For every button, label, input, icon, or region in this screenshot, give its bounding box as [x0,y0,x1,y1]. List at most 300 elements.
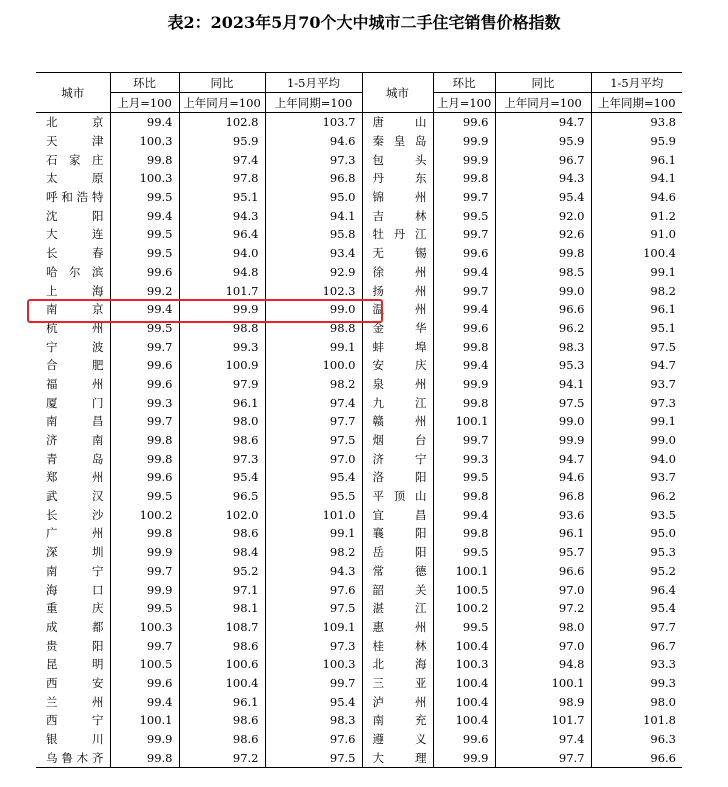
table-row [36,449,682,468]
table-row [36,599,682,618]
mom-cell-right: 99.7 [433,188,495,207]
mom-cell: 100.3 [110,169,179,188]
yoy-header: 同比 [179,73,265,93]
city-cell: 呼和浩特 [46,190,104,205]
avg-cell: 93.4 [265,244,362,263]
city-cell: 银川 [46,732,104,747]
avg-cell-right: 99.0 [591,431,682,450]
avg-cell: 97.3 [265,636,362,655]
table-row [36,263,682,282]
mom-cell: 100.3 [110,132,179,151]
yoy-cell: 94.8 [179,263,265,282]
table-row [36,543,682,562]
table-row [36,730,682,749]
mom-cell: 99.7 [110,562,179,581]
yoy-cell: 98.6 [179,730,265,749]
avg-cell: 95.0 [265,188,362,207]
table-row [36,655,682,674]
yoy-cell-right: 92.0 [495,206,591,225]
city-cell-right: 宜昌 [362,505,433,524]
mom-cell-right: 99.8 [433,393,495,412]
mom-cell-right: 100.2 [433,599,495,618]
avg-cell-right: 96.1 [591,150,682,169]
avg-cell-right: 96.6 [591,748,682,767]
city-cell: 贵阳 [46,638,104,653]
city-cell: 杭州 [46,320,104,335]
city-cell: 海口 [46,582,104,597]
table-row [36,692,682,711]
mom-cell: 99.4 [110,692,179,711]
mom-cell: 99.5 [110,487,179,506]
table-row [36,431,682,450]
avg-cell: 100.0 [265,356,362,375]
city-cell: 郑州 [46,470,104,485]
mom-cell: 99.8 [110,449,179,468]
city-cell-right: 秦皇岛 [362,132,433,151]
yoy-cell: 94.0 [179,244,265,263]
yoy-cell: 100.6 [179,655,265,674]
avg-cell-right: 91.0 [591,225,682,244]
city-cell: 成都 [46,619,104,634]
city-cell-right: 济宁 [362,449,433,468]
yoy-cell: 98.6 [179,636,265,655]
city-cell: 南昌 [46,414,104,429]
table-row [36,206,682,225]
city-cell: 重庆 [46,601,104,616]
city-cell-right: 烟台 [362,431,433,450]
yoy-cell: 97.2 [179,748,265,767]
avg-cell: 97.6 [265,580,362,599]
avg-cell: 95.5 [265,487,362,506]
yoy-cell-right: 98.0 [495,618,591,637]
avg-cell: 94.6 [265,132,362,151]
avg-cell: 97.0 [265,449,362,468]
yoy-cell: 98.6 [179,524,265,543]
avg-cell: 99.1 [265,524,362,543]
city-header: 城市 [36,73,110,113]
mom-cell-right: 99.8 [433,524,495,543]
avg-cell-right: 95.0 [591,524,682,543]
table-row [36,244,682,263]
city-cell: 广州 [46,526,104,541]
avg-cell-right: 94.1 [591,169,682,188]
mom-cell: 99.5 [110,225,179,244]
table-title: 表2：2023年5月70个大中城市二手住宅销售价格指数 [167,13,561,32]
avg-cell: 98.3 [265,711,362,730]
city-cell-right: 包头 [362,150,433,169]
mom-cell-right: 99.7 [433,225,495,244]
mom-cell-right: 99.8 [433,169,495,188]
mom-cell-right: 100.1 [433,412,495,431]
mom-cell: 99.4 [110,113,179,132]
city-cell-right: 泉州 [362,375,433,394]
yoy-cell: 98.0 [179,412,265,431]
avg-cell-right: 93.7 [591,468,682,487]
mom-cell-right: 99.9 [433,150,495,169]
mom-cell-right: 99.7 [433,431,495,450]
city-cell: 福州 [46,376,104,391]
yoy-cell-right: 96.7 [495,150,591,169]
city-cell-right: 韶关 [362,580,433,599]
yoy-cell-right: 97.0 [495,580,591,599]
mom-base-header-right: 上月=100 [433,93,495,113]
avg-header: 1-5月平均 [265,73,362,93]
city-cell: 长沙 [46,507,104,522]
avg-cell-right: 96.2 [591,487,682,506]
city-cell-right: 惠州 [362,618,433,637]
header-row-1 [36,73,682,93]
mom-cell: 99.9 [110,730,179,749]
yoy-cell: 108.7 [179,618,265,637]
yoy-cell: 98.8 [179,319,265,338]
city-cell-right: 牡丹江 [362,225,433,244]
avg-cell-right: 93.5 [591,505,682,524]
mom-cell: 99.5 [110,319,179,338]
city-cell: 上海 [46,283,104,298]
yoy-cell-right: 100.1 [495,674,591,693]
avg-cell: 97.5 [265,599,362,618]
avg-cell: 95.4 [265,468,362,487]
mom-cell-right: 99.5 [433,618,495,637]
yoy-cell-right: 97.0 [495,636,591,655]
yoy-header-right: 同比 [495,73,591,93]
mom-cell: 100.5 [110,655,179,674]
mom-cell: 99.2 [110,281,179,300]
table-row [36,393,682,412]
avg-cell-right: 97.5 [591,337,682,356]
mom-cell-right: 99.6 [433,730,495,749]
avg-cell: 94.1 [265,206,362,225]
city-cell: 石家庄 [46,152,104,167]
mom-cell-right: 99.6 [433,113,495,132]
city-cell: 兰州 [46,694,104,709]
table-row [36,412,682,431]
avg-cell: 103.7 [265,113,362,132]
city-cell-right: 岳阳 [362,543,433,562]
yoy-cell: 97.9 [179,375,265,394]
city-cell: 青岛 [46,451,104,466]
table-row [36,711,682,730]
mom-cell-right: 99.5 [433,543,495,562]
yoy-cell: 96.5 [179,487,265,506]
mom-cell: 99.8 [110,150,179,169]
avg-cell: 100.3 [265,655,362,674]
mom-cell-right: 100.4 [433,692,495,711]
mom-cell: 99.9 [110,580,179,599]
table-row [36,319,682,338]
table-row [36,748,682,767]
yoy-cell-right: 98.9 [495,692,591,711]
city-cell-right: 蚌埠 [362,337,433,356]
mom-cell-right: 99.5 [433,468,495,487]
yoy-cell-right: 99.0 [495,412,591,431]
avg-cell: 102.3 [265,281,362,300]
avg-cell-right: 95.2 [591,562,682,581]
avg-cell-right: 95.3 [591,543,682,562]
yoy-base-header: 上年同月=100 [179,93,265,113]
city-cell-right: 丹东 [362,169,433,188]
city-cell-right: 洛阳 [362,468,433,487]
yoy-cell-right: 95.3 [495,356,591,375]
city-cell-right: 吉林 [362,206,433,225]
yoy-cell-right: 96.6 [495,300,591,319]
yoy-cell-right: 94.8 [495,655,591,674]
yoy-cell: 98.6 [179,711,265,730]
avg-cell: 99.1 [265,337,362,356]
mom-cell-right: 99.9 [433,132,495,151]
avg-cell: 92.9 [265,263,362,282]
mom-cell: 99.5 [110,244,179,263]
avg-cell-right: 93.8 [591,113,682,132]
city-cell-right: 常德 [362,562,433,581]
avg-cell: 95.8 [265,225,362,244]
city-cell-right: 九江 [362,393,433,412]
mom-cell: 99.7 [110,412,179,431]
avg-cell: 97.5 [265,431,362,450]
yoy-cell-right: 99.0 [495,281,591,300]
avg-cell-right: 100.4 [591,244,682,263]
yoy-base-header-right: 上年同月=100 [495,93,591,113]
avg-cell: 94.3 [265,562,362,581]
mom-header-right: 环比 [433,73,495,93]
avg-cell: 97.6 [265,730,362,749]
yoy-cell-right: 97.5 [495,393,591,412]
mom-cell-right: 99.8 [433,337,495,356]
city-cell-right: 锦州 [362,188,433,207]
mom-cell-right: 99.6 [433,319,495,338]
mom-cell: 99.6 [110,356,179,375]
mom-cell: 99.9 [110,543,179,562]
table-row [36,150,682,169]
table-row [36,562,682,581]
mom-cell: 100.2 [110,505,179,524]
yoy-cell-right: 94.6 [495,468,591,487]
yoy-cell: 95.4 [179,468,265,487]
avg-cell: 101.0 [265,505,362,524]
yoy-cell-right: 97.7 [495,748,591,767]
table-row [36,281,682,300]
city-cell-right: 泸州 [362,692,433,711]
table-row [36,356,682,375]
city-cell-right: 温州 [362,300,433,319]
avg-cell-right: 95.4 [591,599,682,618]
table-row [36,636,682,655]
mom-cell: 99.7 [110,337,179,356]
avg-cell-right: 99.1 [591,412,682,431]
yoy-cell: 94.3 [179,206,265,225]
avg-cell-right: 91.2 [591,206,682,225]
mom-cell: 99.5 [110,599,179,618]
avg-cell-right: 99.3 [591,674,682,693]
mom-cell-right: 100.4 [433,636,495,655]
avg-cell-right: 94.0 [591,449,682,468]
city-cell: 乌鲁木齐 [36,748,110,767]
yoy-cell: 96.1 [179,393,265,412]
yoy-cell-right: 96.1 [495,524,591,543]
mom-cell: 99.3 [110,393,179,412]
avg-cell: 96.8 [265,169,362,188]
table-row [36,524,682,543]
avg-cell: 97.3 [265,150,362,169]
mom-cell-right: 100.4 [433,674,495,693]
city-cell-right: 安庆 [362,356,433,375]
city-cell-right: 襄阳 [362,524,433,543]
yoy-cell: 98.4 [179,543,265,562]
mom-cell-right: 99.4 [433,505,495,524]
header-row-2 [36,93,682,113]
city-cell-right: 金华 [362,319,433,338]
mom-cell: 100.1 [110,711,179,730]
city-cell-right: 扬州 [362,281,433,300]
yoy-cell: 98.1 [179,599,265,618]
yoy-cell-right: 96.8 [495,487,591,506]
yoy-cell-right: 96.2 [495,319,591,338]
table-row [36,505,682,524]
yoy-cell: 99.9 [179,300,265,319]
avg-cell: 95.4 [265,692,362,711]
yoy-cell: 102.8 [179,113,265,132]
yoy-cell-right: 92.6 [495,225,591,244]
city-cell-right: 唐山 [362,113,433,132]
mom-cell-right: 99.4 [433,300,495,319]
city-cell: 天津 [46,134,104,149]
city-cell-right: 遵义 [362,730,433,749]
avg-cell: 97.5 [265,748,362,767]
table-row [36,225,682,244]
city-cell-right: 桂林 [362,636,433,655]
city-cell: 合肥 [46,358,104,373]
yoy-cell: 101.7 [179,281,265,300]
yoy-cell: 95.9 [179,132,265,151]
yoy-cell: 97.1 [179,580,265,599]
avg-header-right: 1-5月平均 [591,73,682,93]
table-row [36,487,682,506]
mom-cell-right: 99.8 [433,487,495,506]
city-cell: 济南 [46,433,104,448]
yoy-cell: 100.9 [179,356,265,375]
yoy-cell-right: 98.5 [495,263,591,282]
mom-cell-right: 99.3 [433,449,495,468]
avg-cell-right: 93.3 [591,655,682,674]
city-cell: 西安 [46,675,104,690]
yoy-cell-right: 94.7 [495,449,591,468]
yoy-cell: 96.4 [179,225,265,244]
avg-cell: 98.2 [265,543,362,562]
city-header-right: 城市 [362,73,433,113]
avg-cell-right: 97.3 [591,393,682,412]
avg-cell-right: 99.1 [591,263,682,282]
city-cell-right: 无锡 [362,244,433,263]
table-row [36,468,682,487]
avg-cell-right: 95.9 [591,132,682,151]
yoy-cell: 98.6 [179,431,265,450]
city-cell-right: 徐州 [362,263,433,282]
yoy-cell-right: 95.7 [495,543,591,562]
mom-cell: 99.5 [110,188,179,207]
avg-cell-right: 97.7 [591,618,682,637]
city-cell: 沈阳 [46,208,104,223]
mom-base-header: 上月=100 [110,93,179,113]
mom-cell-right: 99.4 [433,356,495,375]
yoy-cell: 95.1 [179,188,265,207]
mom-cell: 99.6 [110,375,179,394]
city-cell: 长春 [46,246,104,261]
mom-cell: 99.8 [110,524,179,543]
avg-cell-right: 96.1 [591,300,682,319]
city-cell: 大连 [46,227,104,242]
city-cell: 西宁 [46,713,104,728]
avg-cell-right: 96.7 [591,636,682,655]
table-row [36,375,682,394]
avg-cell-right: 93.7 [591,375,682,394]
city-cell-right: 赣州 [362,412,433,431]
yoy-cell: 99.3 [179,337,265,356]
avg-cell-right: 96.3 [591,730,682,749]
yoy-cell-right: 98.3 [495,337,591,356]
avg-cell: 98.8 [265,319,362,338]
city-cell: 南宁 [46,563,104,578]
yoy-cell: 97.8 [179,169,265,188]
avg-cell-right: 94.6 [591,188,682,207]
yoy-cell: 95.2 [179,562,265,581]
city-cell: 昆明 [46,657,104,672]
city-cell: 深圳 [46,545,104,560]
mom-header: 环比 [110,73,179,93]
avg-cell: 98.2 [265,375,362,394]
yoy-cell-right: 101.7 [495,711,591,730]
mom-cell: 99.8 [110,748,179,767]
mom-cell: 99.6 [110,468,179,487]
city-cell: 武汉 [46,489,104,504]
mom-cell-right: 100.5 [433,580,495,599]
mom-cell: 99.8 [110,431,179,450]
yoy-cell-right: 94.7 [495,113,591,132]
yoy-cell-right: 95.4 [495,188,591,207]
avg-cell-right: 98.2 [591,281,682,300]
avg-base-header: 上年同期=100 [265,93,362,113]
yoy-cell-right: 94.3 [495,169,591,188]
avg-cell-right: 101.8 [591,711,682,730]
avg-cell-right: 98.0 [591,692,682,711]
yoy-cell: 96.1 [179,692,265,711]
avg-base-header-right: 上年同期=100 [591,93,682,113]
city-cell: 哈尔滨 [46,264,104,279]
table-row [36,580,682,599]
city-cell-right: 湛江 [362,599,433,618]
city-cell-right: 北海 [362,655,433,674]
mom-cell: 99.6 [110,674,179,693]
city-cell: 太原 [46,171,104,186]
mom-cell-right: 100.3 [433,655,495,674]
table-row [36,674,682,693]
yoy-cell: 97.4 [179,150,265,169]
yoy-cell-right: 93.6 [495,505,591,524]
mom-cell-right: 99.5 [433,206,495,225]
mom-cell: 99.6 [110,263,179,282]
mom-cell: 99.4 [110,300,179,319]
mom-cell: 99.7 [110,636,179,655]
mom-cell-right: 99.6 [433,244,495,263]
mom-cell-right: 99.9 [433,748,495,767]
mom-cell-right: 100.1 [433,562,495,581]
avg-cell: 99.7 [265,674,362,693]
mom-cell: 100.3 [110,618,179,637]
table-row [36,113,682,132]
table-row [36,618,682,637]
city-cell-right: 大理 [362,748,433,767]
avg-cell: 109.1 [265,618,362,637]
yoy-cell-right: 99.9 [495,431,591,450]
